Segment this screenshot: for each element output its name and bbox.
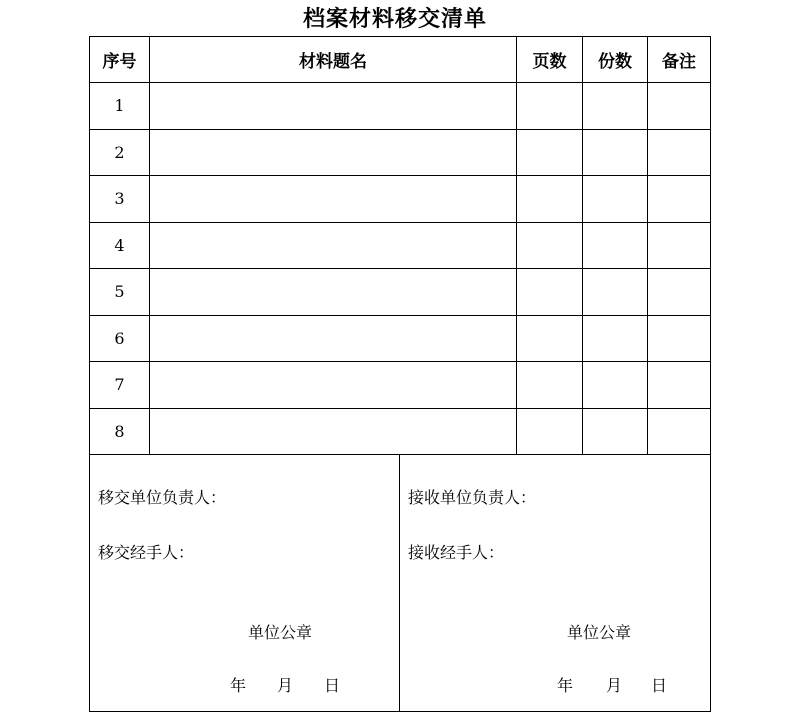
table-row [90, 408, 711, 455]
table-row [90, 176, 711, 223]
remarks-cell[interactable] [648, 222, 711, 269]
transfer-party-panel [90, 455, 400, 711]
material-title-cell[interactable] [150, 269, 517, 316]
copies-cell[interactable] [583, 222, 648, 269]
header-material-title: 材料题名 [150, 37, 517, 83]
receive-date-month: 月 [606, 676, 623, 695]
table-row [90, 83, 711, 130]
table-row [90, 269, 711, 316]
material-title-cell[interactable] [150, 408, 517, 455]
material-title-cell[interactable] [150, 315, 517, 362]
header-number: 序号 [90, 37, 150, 83]
pages-cell[interactable] [517, 362, 583, 409]
copies-cell[interactable] [583, 83, 648, 130]
pages-cell[interactable] [517, 315, 583, 362]
table-row [90, 362, 711, 409]
copies-cell[interactable] [583, 269, 648, 316]
signature-section [89, 455, 711, 712]
pages-cell[interactable] [517, 129, 583, 176]
transfer-date-year: 年 [230, 676, 247, 695]
table-row [90, 315, 711, 362]
transfer-date-month: 月 [277, 676, 294, 695]
pages-cell[interactable] [517, 83, 583, 130]
pages-cell[interactable] [517, 222, 583, 269]
copies-cell[interactable] [583, 176, 648, 223]
header-pages: 页数 [517, 37, 583, 83]
transfer-responsible-label: 移交单位负责人： [98, 488, 227, 507]
document-title: 档案材料移交清单 [302, 6, 487, 32]
table-row [90, 129, 711, 176]
remarks-cell[interactable] [648, 83, 711, 130]
row-number-cell: 7 [90, 362, 150, 409]
receive-date-year: 年 [557, 676, 574, 695]
row-number-cell: 1 [90, 83, 150, 130]
material-title-cell[interactable] [150, 83, 517, 130]
copies-cell[interactable] [583, 362, 648, 409]
pages-cell[interactable] [517, 269, 583, 316]
table-row [90, 222, 711, 269]
material-title-cell[interactable] [150, 222, 517, 269]
material-title-cell[interactable] [150, 362, 517, 409]
material-title-cell[interactable] [150, 129, 517, 176]
transfer-handler-label: 移交经手人： [98, 543, 195, 562]
remarks-cell[interactable] [648, 269, 711, 316]
transfer-date-day: 日 [324, 676, 341, 695]
table-header-row [90, 37, 711, 83]
materials-table [89, 36, 711, 455]
remarks-cell[interactable] [648, 176, 711, 223]
remarks-cell[interactable] [648, 408, 711, 455]
copies-cell[interactable] [583, 408, 648, 455]
receive-handler-label: 接收经手人： [408, 543, 505, 562]
header-remarks: 备注 [648, 37, 711, 83]
row-number-cell: 2 [90, 129, 150, 176]
receive-date-day: 日 [651, 676, 668, 695]
pages-cell[interactable] [517, 408, 583, 455]
row-number-cell: 8 [90, 408, 150, 455]
material-title-cell[interactable] [150, 176, 517, 223]
header-copies: 份数 [583, 37, 648, 83]
receive-seal-label: 单位公章 [567, 623, 632, 642]
row-number-cell: 6 [90, 315, 150, 362]
remarks-cell[interactable] [648, 362, 711, 409]
transfer-seal-label: 单位公章 [248, 623, 313, 642]
remarks-cell[interactable] [648, 315, 711, 362]
row-number-cell: 4 [90, 222, 150, 269]
row-number-cell: 5 [90, 269, 150, 316]
receive-party-panel [400, 455, 710, 711]
copies-cell[interactable] [583, 315, 648, 362]
row-number-cell: 3 [90, 176, 150, 223]
pages-cell[interactable] [517, 176, 583, 223]
remarks-cell[interactable] [648, 129, 711, 176]
copies-cell[interactable] [583, 129, 648, 176]
receive-responsible-label: 接收单位负责人： [408, 488, 537, 507]
